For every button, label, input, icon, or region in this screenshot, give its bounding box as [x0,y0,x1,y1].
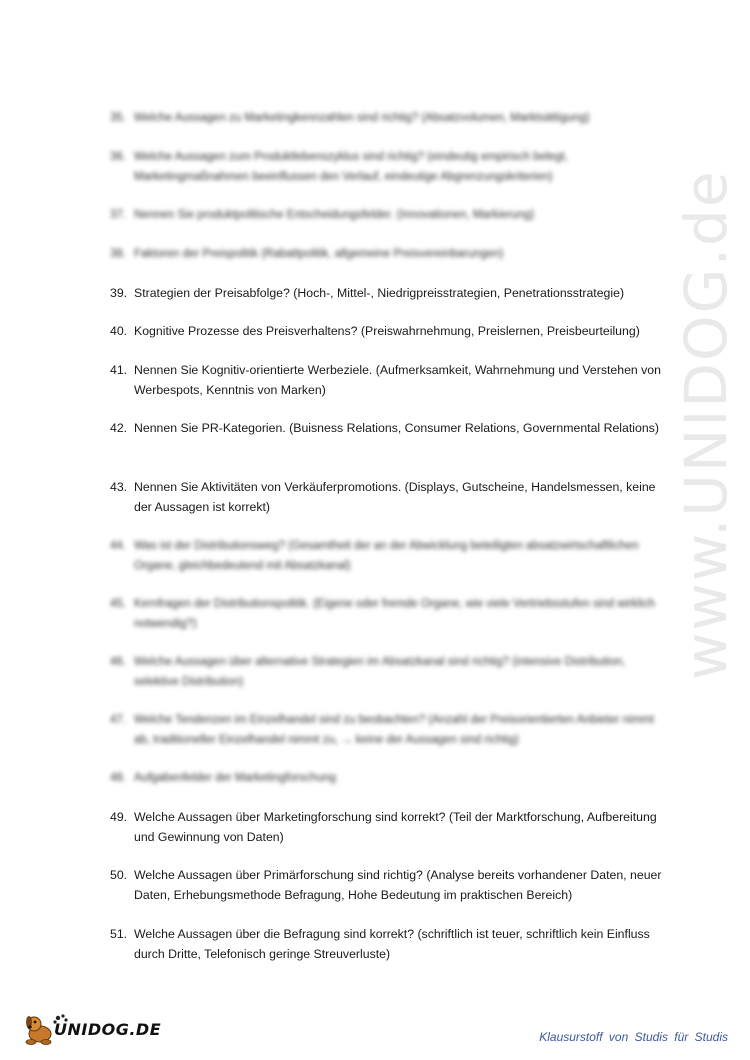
question-text: Welche Aussagen über Marketingforschung sind korrekt? (Teil der Marktforschung, Aufbereitung und Gewinnung von Daten) [134,810,657,844]
question-number: 37. [110,209,126,221]
question-50 [110,865,670,905]
question-text: Faktoren der Preispolitik (Rabattpolitik, allgemeine Preisvereinbarungen) [134,248,504,260]
question-text: Kernfragen der Distributionspolitik. (Eigene oder fremde Organe, wie viele Vertriebsstufen sind wirklich notwendig?) [134,598,655,630]
question-text: Kognitive Prozesse des Preisverhaltens? (Preiswahrnehmung, Preislernen, Preisbeurteilung) [134,324,640,338]
question-45 [110,594,670,634]
question-39 [110,283,670,303]
question-number: 39. [110,286,128,300]
question-number: 43. [110,480,128,494]
footer-tagline: Klausurstoff von Studis für Studis [539,1030,728,1044]
question-36 [110,147,670,187]
question-number: 49. [110,810,128,824]
question-41 [110,360,670,400]
question-text: Strategien der Preisabfolge? (Hoch-, Mittel-, Niedrigpreisstrategien, Penetrationsstrategie) [134,286,625,300]
question-text: Nennen Sie Kognitiv-orientierte Werbeziele. (Aufmerksamkeit, Wahrnehmung und Verstehen von Werbespots, Kenntnis von Marken) [134,363,661,397]
question-number: 48. [110,772,126,784]
logo-wordmark: UNIDOG.DE [54,1020,162,1039]
question-number: 50. [110,868,128,882]
question-51 [110,924,670,964]
question-number: 36. [110,151,126,163]
question-number: 41. [110,363,128,377]
question-44 [110,536,670,576]
question-43 [110,477,670,517]
question-number: 40. [110,324,128,338]
question-text: Welche Aussagen zu Marketingkennzahlen sind richtig? (Absatzvolumen, Marktsättigung) [134,112,590,124]
question-40 [110,321,670,341]
question-35 [110,108,670,128]
question-number: 42. [110,421,128,435]
question-38 [110,244,670,264]
question-text: Nennen Sie produktpolitische Entscheidungsfelder. (Innovationen, Markierung) [134,209,535,221]
question-37 [110,205,670,225]
question-text: Welche Tendenzen im Einzelhandel sind zu beobachten? (Anzahl der Preisorientierten Anbieter nimmt ab, traditioneller Einzelhandel nimmt zu, → keine der Aussagen sind richtig) [134,714,654,746]
watermark: www.UNIDOG.de [672,169,740,680]
question-text: Welche Aussagen zum Produktlebenszyklus sind richtig? (eindeutig empirisch belegt, Marketingmaßnahmen beeinflussen den Verlauf, eindeutige Abgrenzungskriterien) [134,151,568,183]
question-number: 45. [110,598,126,610]
question-number: 38. [110,248,126,260]
question-48 [110,768,670,788]
question-text: Aufgabenfelder der Marketingforschung [134,772,337,784]
question-text: Welche Aussagen über alternative Strategien im Absatzkanal sind richtig? (intensive Distribution, selektive Distribution) [134,656,626,688]
question-42 [110,418,670,438]
question-text: Nennen Sie Aktivitäten von Verkäuferpromotions. (Displays, Gutscheine, Handelsmessen, keine der Aussagen ist korrekt) [134,480,656,514]
question-number: 47. [110,714,126,726]
question-text: Was ist der Distributionsweg? (Gesamtheit der an der Abwicklung beteiligten absatzwirtschaftlichen Organe, gleichbedeutend mit Absatzkanal) [134,540,639,572]
question-number: 44. [110,540,126,552]
question-47 [110,710,670,750]
question-text: Welche Aussagen über Primärforschung sind richtig? (Analyse bereits vorhandener Daten, neuer Daten, Erhebungsmethode Befragung, Hohe Bedeutung im praktischen Bereich) [134,868,662,902]
question-49 [110,807,670,847]
question-number: 51. [110,927,128,941]
question-number: 35. [110,112,126,124]
question-text: Nennen Sie PR-Kategorien. (Buisness Relations, Consumer Relations, Governmental Relations) [134,421,659,435]
question-text: Welche Aussagen über die Befragung sind korrekt? (schriftlich ist teuer, schriftlich kein Einfluss durch Dritte, Telefonisch geringe Streuverluste) [134,927,650,961]
question-46 [110,652,670,692]
question-number: 46. [110,656,126,668]
